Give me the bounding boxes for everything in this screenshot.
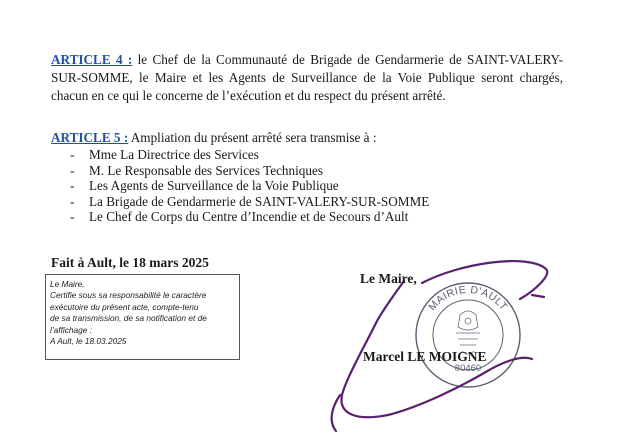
seal-postal-code: 80460: [454, 363, 482, 374]
signature-stroke: [332, 395, 340, 431]
place-date-line: Fait à Ault, le 18 mars 2025: [51, 255, 209, 270]
recipient-text: Les Agents de Surveillance de la Voie Publique: [89, 178, 339, 194]
recipient-text: La Brigade de Gendarmerie de SAINT-VALERY-SUR-SOMME: [89, 193, 430, 209]
seal-text: MAIRIE D'AULT: [426, 283, 510, 314]
mayor-title: Le Maire,: [360, 271, 417, 286]
seal-emblem-icon: [456, 311, 480, 354]
certification-box: [45, 274, 240, 360]
list-item: - M. Le Responsable des Services Techniques: [70, 162, 323, 178]
cert-line: l’affichage :: [50, 324, 92, 335]
mayor-name: Marcel LE MOIGNE: [363, 349, 487, 364]
list-item: - Le Chef de Corps du Centre d’Incendie et de Secours d’Ault: [70, 209, 409, 225]
mairie-seal: [416, 283, 520, 387]
cert-line: exécutoire du présent acte, compte-tenu: [50, 301, 199, 312]
cert-line: Le Maire,: [50, 279, 85, 289]
article-4-heading: ARTICLE 4 :: [51, 52, 133, 67]
recipient-text: M. Le Responsable des Services Techniques: [89, 162, 323, 178]
article-4-text: le Chef de la Communauté de Brigade de Gendarmerie de SAINT-VALERY-SUR-SOMME, le Maire et les Agents de Surveillance de la Voie Publique seront chargés, chacun en ce qui le concerne de l’exécution et du respect du présent arrêté.: [51, 52, 563, 103]
list-item: - Les Agents de Surveillance de la Voie Publique: [70, 178, 339, 194]
article-5: [51, 129, 563, 147]
recipient-text: Mme La Directrice des Services: [89, 147, 259, 162]
cert-line: Certifie sous sa responsabilité le caractère: [50, 290, 207, 301]
recipient-list: [70, 147, 429, 225]
cert-line: de sa transmission, de sa notification et de: [50, 313, 207, 324]
article-5-heading: ARTICLE 5 :: [51, 130, 129, 145]
list-item: - La Brigade de Gendarmerie de SAINT-VALERY-SUR-SOMME: [70, 193, 430, 209]
recipient-text: Le Chef de Corps du Centre d’Incendie et de Secours d’Ault: [89, 209, 409, 225]
article-4: [51, 51, 563, 105]
cert-line: A Ault, le 18.03.2025: [50, 336, 127, 347]
signature-stroke: [532, 295, 544, 297]
seal-and-signature: [300, 255, 560, 441]
article-5-text: Ampliation du présent arrêté sera transmise à :: [128, 130, 377, 145]
list-item: - Mme La Directrice des Services: [70, 147, 259, 162]
